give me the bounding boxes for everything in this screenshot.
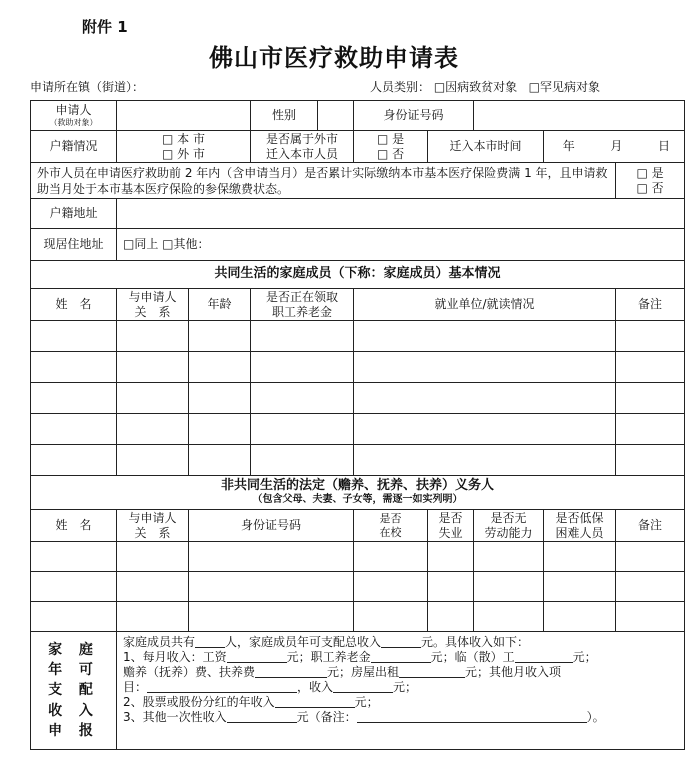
family-cell[interactable] bbox=[117, 414, 189, 445]
family-cell[interactable] bbox=[117, 321, 189, 352]
obligor-cell[interactable] bbox=[474, 572, 544, 602]
income-text: 元； bbox=[572, 650, 597, 664]
insurance-question: 外市人员在申请医疗救助前 2 年内（含申请当月）是否累计实际缴纳本市基本医疗保险费满 1 年，且申请救助当月处于本市基本医疗保险的参保缴费状态。 bbox=[31, 163, 616, 199]
obligor-col-relation-line1: 与申请人 bbox=[128, 510, 177, 525]
obligor-cell[interactable] bbox=[31, 542, 117, 572]
family-cell[interactable] bbox=[117, 383, 189, 414]
registered-address-input[interactable] bbox=[117, 199, 685, 229]
applicant-note: （救助对象） bbox=[49, 118, 98, 127]
family-cell[interactable] bbox=[616, 445, 685, 476]
income-text: ，收入 bbox=[297, 680, 334, 694]
month-label: 月 bbox=[610, 139, 623, 153]
family-cell[interactable] bbox=[31, 352, 117, 383]
town-field[interactable] bbox=[30, 78, 144, 95]
category-label: 人员类别： bbox=[370, 80, 431, 94]
table-row bbox=[31, 542, 685, 572]
obligor-cell[interactable] bbox=[117, 542, 189, 572]
family-col-remark: 备注 bbox=[616, 289, 685, 321]
category-rare-disease-checkbox[interactable]: □罕见病对象 bbox=[528, 80, 600, 94]
obligor-col-labor-line1: 是否无 bbox=[490, 510, 527, 525]
annex-label: 附件 1 bbox=[82, 18, 128, 36]
table-row bbox=[31, 572, 685, 602]
obligor-cell[interactable] bbox=[474, 602, 544, 632]
obligor-col-unemployed-line1: 是否 bbox=[438, 510, 463, 525]
gender-input[interactable] bbox=[318, 101, 354, 131]
family-cell[interactable] bbox=[117, 445, 189, 476]
income-text: 2、股票或股份分红的年收入 bbox=[123, 695, 275, 709]
migrated-question-line1: 是否属于外市 bbox=[266, 131, 339, 146]
household-label: 户籍情况 bbox=[31, 131, 117, 163]
table-row bbox=[31, 383, 685, 414]
obligor-col-name: 姓 名 bbox=[31, 510, 117, 542]
obligor-cell[interactable] bbox=[189, 602, 354, 632]
household-nonlocal-checkbox[interactable]: □ 外 市 bbox=[162, 146, 205, 161]
current-address-label: 现居住地址 bbox=[31, 229, 117, 261]
family-col-pension bbox=[251, 289, 354, 321]
obligor-col-unemployed-line2: 失业 bbox=[438, 525, 463, 540]
rental-input[interactable] bbox=[399, 666, 465, 678]
move-in-time-label: 迁入本市时间 bbox=[428, 131, 544, 163]
current-address-input[interactable] bbox=[117, 229, 685, 261]
insurance-yes-checkbox[interactable]: □ 是 bbox=[636, 165, 664, 180]
income-text: 人，家庭成员年可支配总收入 bbox=[225, 635, 382, 649]
obligor-cell[interactable] bbox=[354, 602, 428, 632]
obligor-col-relation bbox=[117, 510, 189, 542]
family-cell[interactable] bbox=[31, 383, 117, 414]
income-line-4 bbox=[123, 680, 678, 695]
town-label: 申请所在镇（街道）： bbox=[30, 80, 145, 94]
income-text: 家庭成员共有 bbox=[123, 635, 196, 649]
family-cell[interactable] bbox=[251, 414, 354, 445]
family-cell[interactable] bbox=[354, 445, 616, 476]
family-cell[interactable] bbox=[251, 383, 354, 414]
obligor-cell[interactable] bbox=[616, 542, 685, 572]
income-text: 元（备注： bbox=[296, 710, 357, 724]
family-cell[interactable] bbox=[189, 352, 251, 383]
migrated-yes-checkbox[interactable]: □ 是 bbox=[376, 131, 405, 146]
form-title: 佛山市医疗救助申请表 bbox=[209, 43, 459, 72]
obligor-col-labor bbox=[474, 510, 544, 542]
obligor-col-id: 身份证号码 bbox=[189, 510, 354, 542]
family-cell[interactable] bbox=[354, 383, 616, 414]
income-line-2 bbox=[123, 650, 678, 665]
income-line-6 bbox=[123, 710, 678, 725]
obligor-cell[interactable] bbox=[544, 542, 616, 572]
income-text: 元；临（散）工 bbox=[430, 650, 515, 664]
household-options bbox=[117, 131, 251, 163]
registered-address-label: 户籍地址 bbox=[31, 199, 117, 229]
obligor-col-labor-line2: 劳动能力 bbox=[484, 525, 533, 540]
table-row bbox=[31, 414, 685, 445]
obligor-cell[interactable] bbox=[428, 572, 474, 602]
member-count-input[interactable] bbox=[195, 636, 225, 648]
income-text: ）。 bbox=[586, 710, 605, 724]
income-declaration bbox=[117, 632, 685, 750]
applicant-label-cell bbox=[31, 101, 117, 131]
family-cell[interactable] bbox=[189, 321, 251, 352]
table-row bbox=[31, 602, 685, 632]
income-side-label-line4: 收 入 bbox=[48, 702, 99, 719]
table-row bbox=[31, 352, 685, 383]
family-cell[interactable] bbox=[251, 321, 354, 352]
income-side-label-line2: 年 可 bbox=[48, 662, 99, 679]
obligor-cell[interactable] bbox=[117, 602, 189, 632]
category-poverty-checkbox[interactable]: □因病致贫对象 bbox=[433, 80, 518, 94]
family-col-name: 姓 名 bbox=[31, 289, 117, 321]
total-income-input[interactable] bbox=[381, 636, 421, 648]
family-cell[interactable] bbox=[189, 445, 251, 476]
income-line-1 bbox=[123, 635, 678, 650]
family-cell[interactable] bbox=[117, 352, 189, 383]
family-col-employment: 就业单位/就读情况 bbox=[354, 289, 616, 321]
table-row bbox=[31, 445, 685, 476]
family-col-relation-line2: 关 系 bbox=[134, 304, 171, 319]
dividend-input[interactable] bbox=[275, 696, 355, 708]
obligor-cell[interactable] bbox=[189, 542, 354, 572]
other-item-input[interactable] bbox=[147, 681, 297, 693]
income-text: 元。具体收入如下： bbox=[421, 635, 530, 649]
family-col-pension-line2: 职工养老金 bbox=[272, 304, 333, 319]
obligor-cell[interactable] bbox=[354, 542, 428, 572]
insurance-options bbox=[616, 163, 685, 199]
obligor-col-poor-line2: 困难人员 bbox=[555, 525, 604, 540]
obligor-col-school-line1: 是否 bbox=[379, 511, 402, 525]
category-field bbox=[370, 78, 600, 95]
family-cell[interactable] bbox=[251, 445, 354, 476]
income-text: 元；职工养老金 bbox=[286, 650, 371, 664]
remark-input[interactable] bbox=[357, 711, 587, 723]
income-text: 赡养（抚养）费、扶养费 bbox=[123, 665, 256, 679]
family-cell[interactable] bbox=[616, 383, 685, 414]
obligor-cell[interactable] bbox=[189, 572, 354, 602]
gender-label: 性别 bbox=[251, 101, 318, 131]
family-cell[interactable] bbox=[31, 321, 117, 352]
family-cell[interactable] bbox=[189, 414, 251, 445]
obligor-cell[interactable] bbox=[428, 542, 474, 572]
current-address-options[interactable]: □同上 □其他： bbox=[123, 237, 210, 251]
income-line-3 bbox=[123, 665, 678, 680]
obligor-col-school bbox=[354, 510, 428, 542]
table-row bbox=[31, 321, 685, 352]
obligor-subheading: （包含父母、夫妻、子女等，需逐一如实列明） bbox=[252, 494, 463, 506]
family-col-age: 年龄 bbox=[189, 289, 251, 321]
family-col-pension-line1: 是否正在领取 bbox=[266, 289, 339, 304]
income-text: 1、每月收入：工资 bbox=[123, 650, 227, 664]
income-text: 元； bbox=[354, 695, 379, 709]
applicant-label: 申请人 bbox=[55, 103, 92, 117]
income-text: 元；其他月收入项 bbox=[465, 665, 562, 679]
pension-input[interactable] bbox=[371, 651, 431, 663]
obligor-cell[interactable] bbox=[616, 602, 685, 632]
applicant-name-input[interactable] bbox=[117, 101, 251, 131]
family-cell[interactable] bbox=[354, 352, 616, 383]
family-cell[interactable] bbox=[354, 321, 616, 352]
family-cell[interactable] bbox=[251, 352, 354, 383]
obligor-cell[interactable] bbox=[544, 602, 616, 632]
migrated-options bbox=[354, 131, 428, 163]
move-in-date-input[interactable] bbox=[544, 131, 685, 163]
support-fee-input[interactable] bbox=[255, 666, 327, 678]
obligor-col-poor bbox=[544, 510, 616, 542]
id-number-input[interactable] bbox=[474, 101, 685, 131]
family-cell[interactable] bbox=[616, 414, 685, 445]
obligor-col-unemployed bbox=[428, 510, 474, 542]
obligor-col-school-line2: 在校 bbox=[379, 525, 402, 539]
income-side-label-line5: 申 报 bbox=[48, 722, 99, 739]
family-cell[interactable] bbox=[616, 352, 685, 383]
obligor-cell[interactable] bbox=[31, 572, 117, 602]
family-cell[interactable] bbox=[31, 414, 117, 445]
obligor-heading: 非共同生活的法定（赡养、抚养、扶养）义务人 bbox=[221, 478, 495, 494]
migrated-no-checkbox[interactable]: □ 否 bbox=[376, 146, 405, 161]
obligor-cell[interactable] bbox=[354, 572, 428, 602]
obligor-col-relation-line2: 关 系 bbox=[134, 525, 171, 540]
migrated-question bbox=[251, 131, 354, 163]
household-local-checkbox[interactable]: □ 本 市 bbox=[162, 131, 205, 146]
obligor-cell[interactable] bbox=[474, 542, 544, 572]
id-number-label: 身份证号码 bbox=[354, 101, 474, 131]
application-form-table bbox=[30, 100, 685, 750]
income-side-label bbox=[31, 632, 117, 750]
year-label: 年 bbox=[562, 139, 575, 153]
salary-input[interactable] bbox=[227, 651, 287, 663]
obligor-cell[interactable] bbox=[544, 572, 616, 602]
casual-work-input[interactable] bbox=[515, 651, 573, 663]
family-section-heading: 共同生活的家庭成员（下称：家庭成员）基本情况 bbox=[31, 261, 685, 289]
obligor-cell[interactable] bbox=[117, 572, 189, 602]
family-cell[interactable] bbox=[616, 321, 685, 352]
family-cell[interactable] bbox=[189, 383, 251, 414]
obligor-cell[interactable] bbox=[616, 572, 685, 602]
one-time-income-input[interactable] bbox=[227, 711, 297, 723]
income-side-label-line3: 支 配 bbox=[48, 682, 99, 699]
insurance-no-checkbox[interactable]: □ 否 bbox=[636, 180, 664, 195]
obligor-cell[interactable] bbox=[31, 602, 117, 632]
family-col-relation bbox=[117, 289, 189, 321]
other-income-input[interactable] bbox=[333, 681, 393, 693]
income-text: 3、其他一次性收入 bbox=[123, 710, 227, 724]
migrated-question-line2: 迁入本市人员 bbox=[266, 146, 339, 161]
obligor-col-remark: 备注 bbox=[616, 510, 685, 542]
family-cell[interactable] bbox=[354, 414, 616, 445]
family-cell[interactable] bbox=[31, 445, 117, 476]
day-label: 日 bbox=[658, 139, 671, 153]
obligor-col-poor-line1: 是否低保 bbox=[555, 510, 604, 525]
income-side-label-line1: 家 庭 bbox=[48, 641, 99, 658]
income-text: 元； bbox=[393, 680, 418, 694]
income-line-5 bbox=[123, 695, 678, 710]
obligor-section-heading bbox=[31, 476, 685, 510]
family-col-relation-line1: 与申请人 bbox=[128, 289, 177, 304]
obligor-cell[interactable] bbox=[428, 602, 474, 632]
income-text: 元；房屋出租 bbox=[327, 665, 400, 679]
income-text: 目： bbox=[123, 680, 148, 694]
